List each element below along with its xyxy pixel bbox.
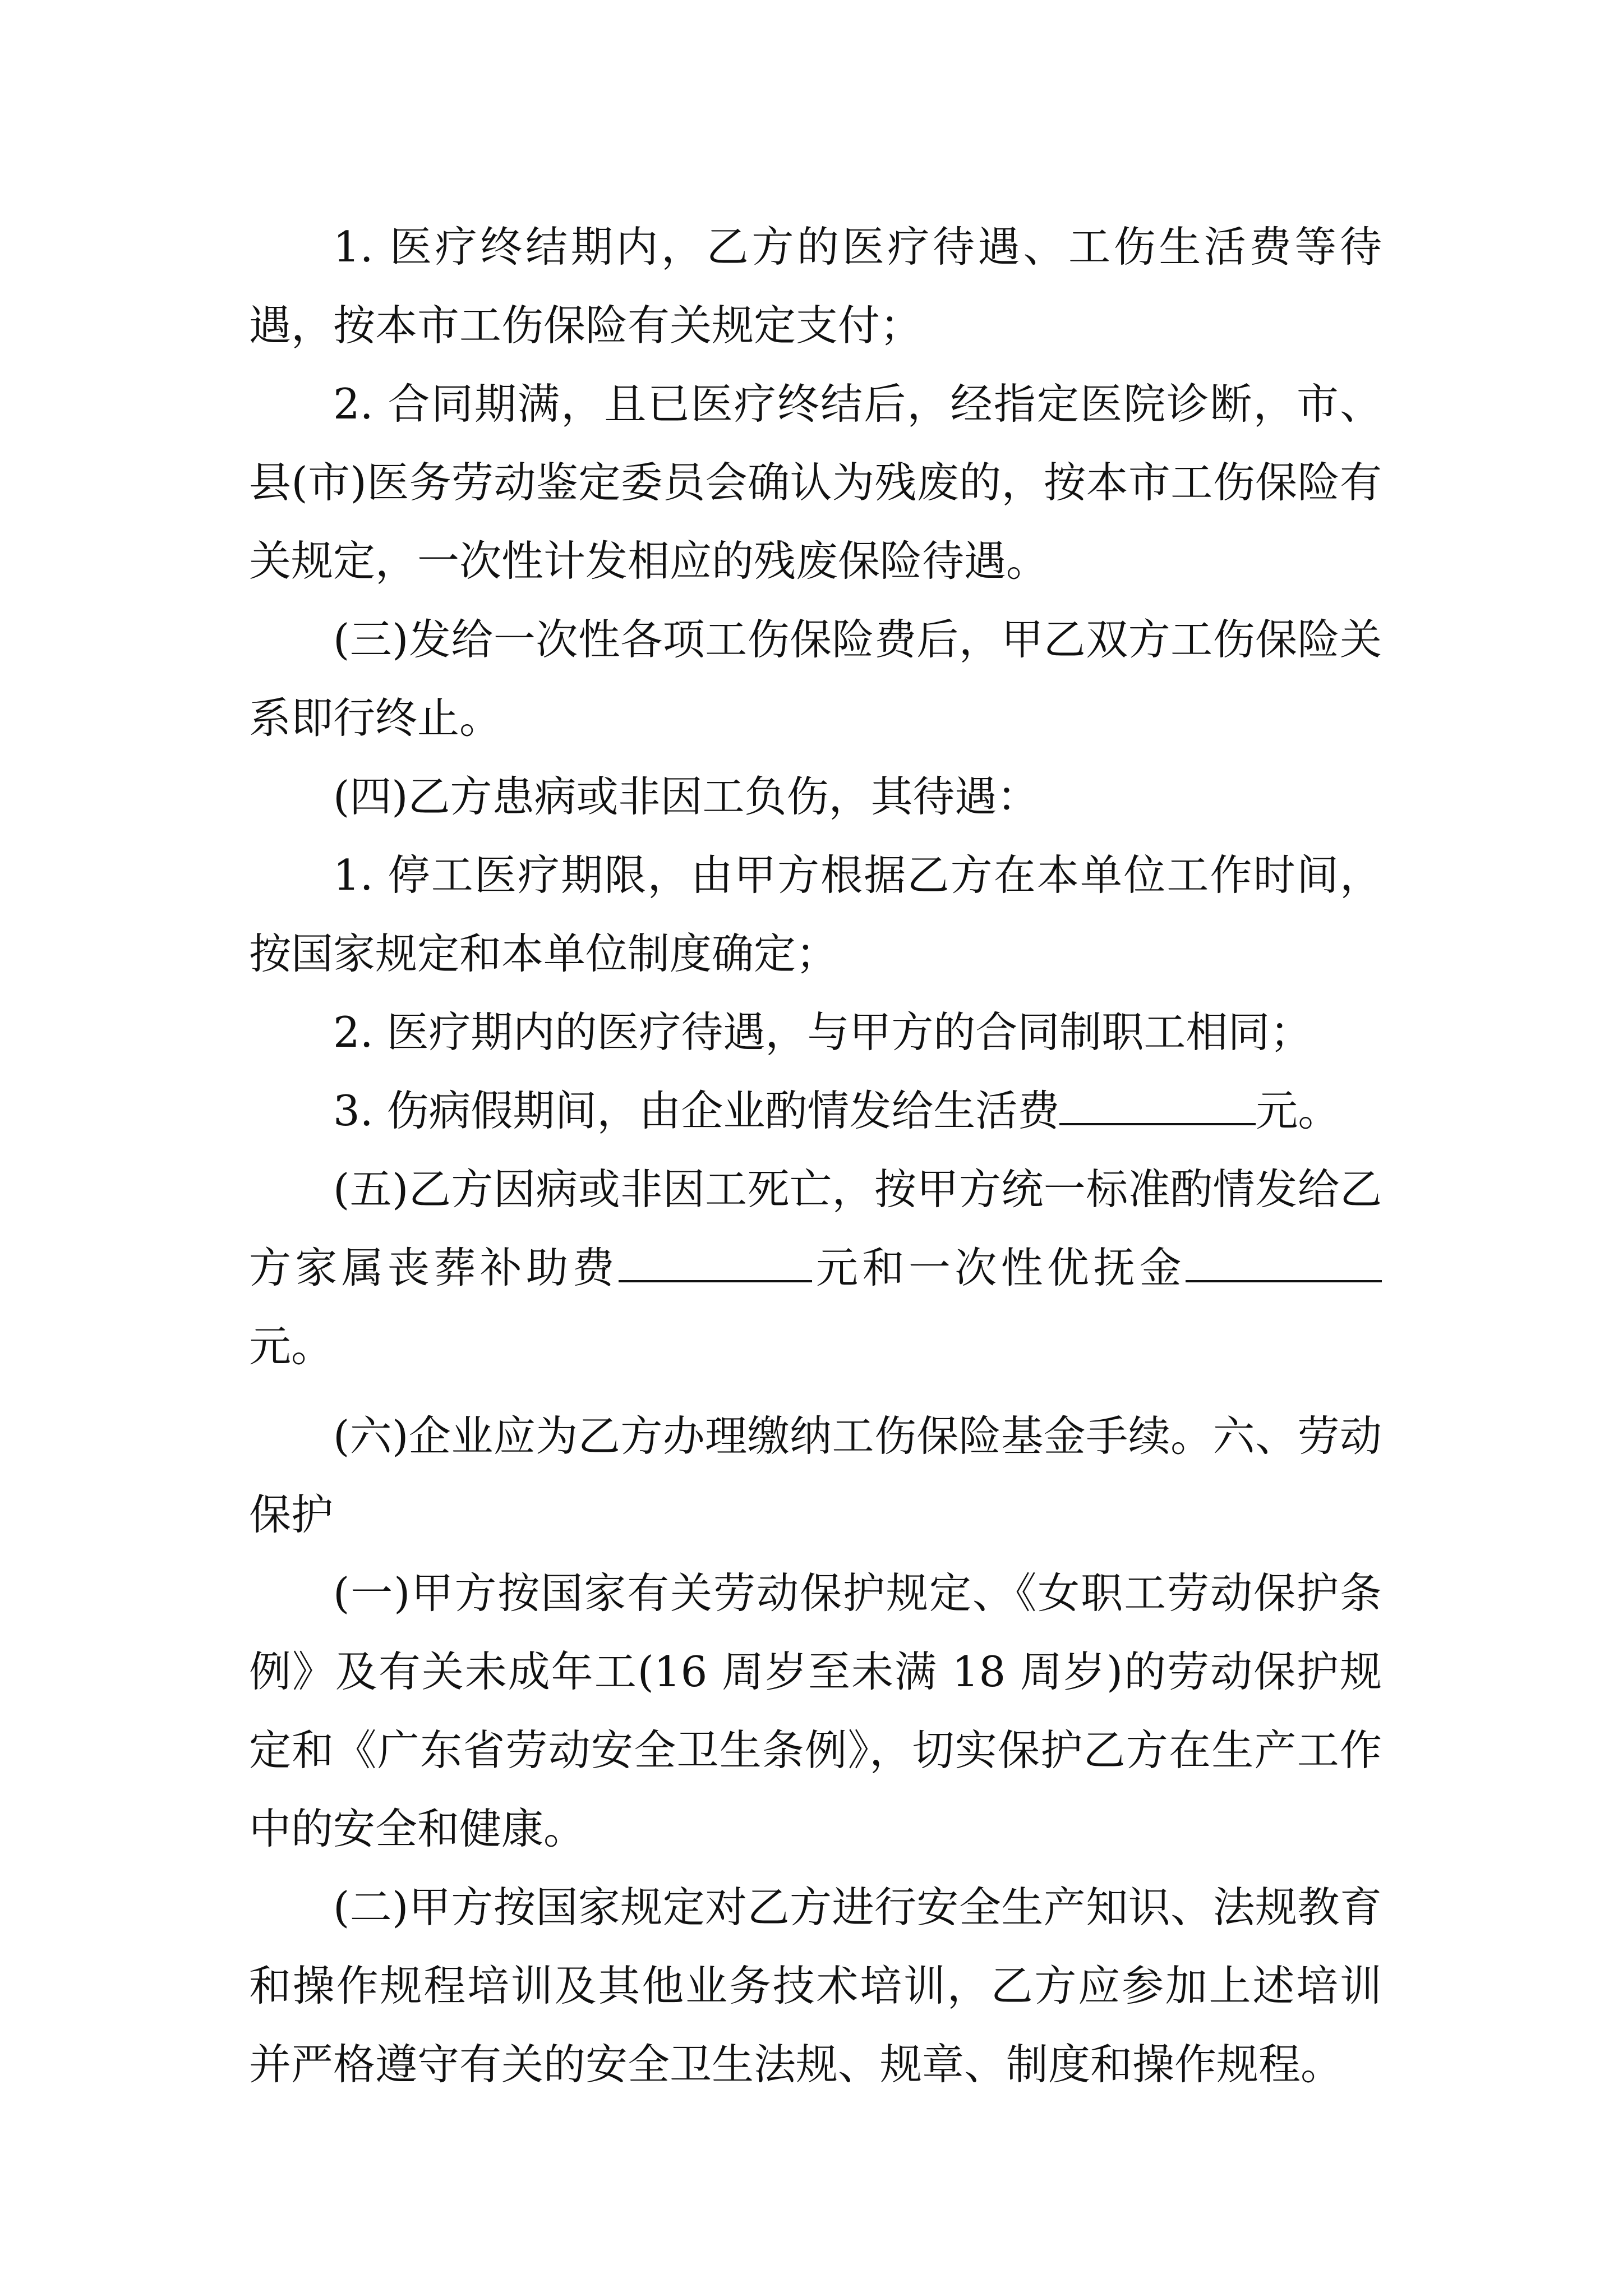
paragraph-safety-training: (二)甲方按国家规定对乙方进行安全生产知识、法规教育和操作规程培训及其他业务技术培训，乙方应参加上述培训并严格遵守有关的安全卫生法规、规章、制度和操作规程。 <box>249 1883 1382 2089</box>
paragraph-illness-treatment-heading: (四)乙方患病或非因工负伤，其待遇： <box>333 772 1039 821</box>
death-benefits-text: (五)乙方因病或非因工死亡，按甲方统一标准酌情发给乙方家属丧葬补助费 <box>249 1165 1382 1292</box>
paragraph-contract-expiry-disability: 2. 合同期满，且已医疗终结后，经指定医院诊断，市、县(市)医务劳动鉴定委员会确认为残废的，按本市工伤保险有关规定，一次性计发相应的残废保险待遇。 <box>249 379 1382 586</box>
compensation-amount-blank <box>1186 1241 1382 1282</box>
death-benefits-middle-text: 元和一次性优抚金 <box>811 1243 1186 1292</box>
funeral-subsidy-blank <box>619 1241 812 1282</box>
paragraph-labor-protection-regulations: (一)甲方按国家有关劳动保护规定、《女职工劳动保护条例》及有关未成年工(16 周岁至未满 18 周岁)的劳动保护规定和《广东省劳动安全卫生条例》，切实保护乙方在生产工作中的安全和健康。 <box>249 1568 1382 1853</box>
paragraph-medical-leave-period: 1. 停工医疗期限，由甲方根据乙方在本单位工作时间，按国家规定和本单位制度确定； <box>249 850 1382 978</box>
sick-leave-allowance-unit: 元。 <box>1256 1086 1340 1135</box>
paragraph-medical-treatment-period: 1. 医疗终结期内，乙方的医疗待遇、工伤生活费等待遇，按本市工伤保险有关规定支付； <box>249 222 1382 350</box>
paragraph-medical-treatment-equal: 2. 医疗期内的医疗待遇，与甲方的合同制职工相同； <box>333 1007 1312 1057</box>
paragraph-injury-insurance-fund: (六)企业应为乙方办理缴纳工伤保险基金手续。六、劳动保护 <box>249 1411 1382 1539</box>
allowance-amount-blank <box>1059 1084 1256 1125</box>
sick-leave-allowance-text: 3. 伤病假期间，由企业酌情发给生活费 <box>333 1086 1060 1135</box>
paragraph-sick-leave-allowance <box>249 1071 1382 1150</box>
paragraph-insurance-termination: (三)发给一次性各项工伤保险费后，甲乙双方工伤保险关系即行终止。 <box>249 615 1382 743</box>
document-page <box>249 208 1382 2104</box>
paragraph-death-benefits <box>249 1150 1382 1386</box>
death-benefits-unit: 元。 <box>249 1322 334 1371</box>
